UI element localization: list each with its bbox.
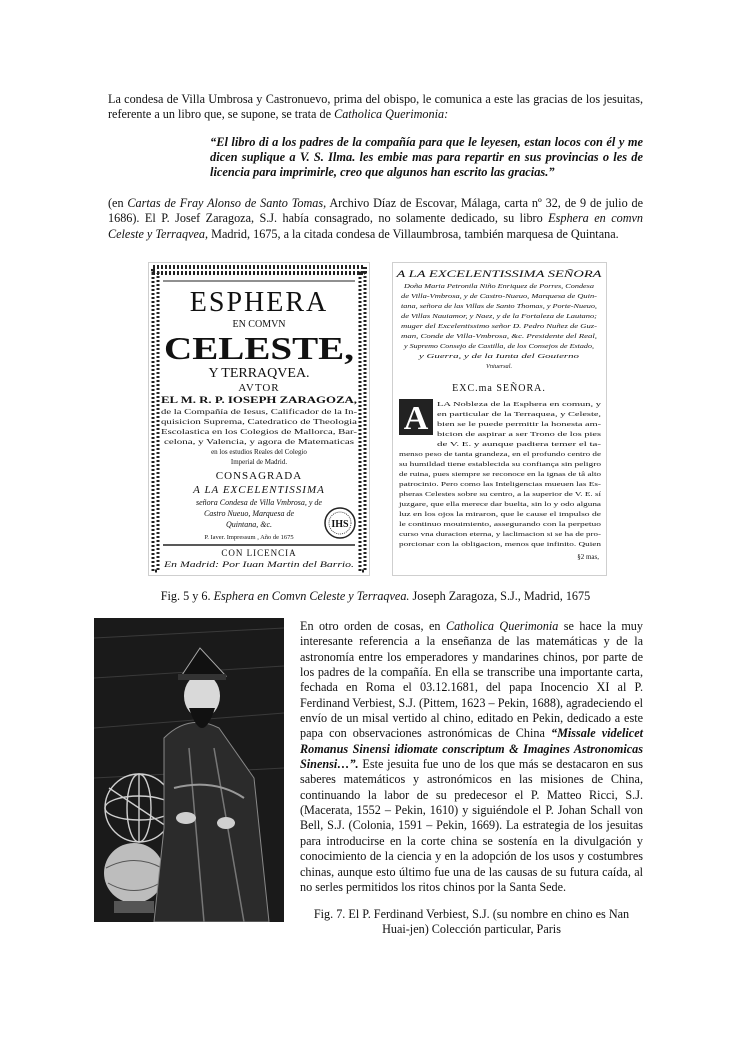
fig6-heading-line: y Supremo Consejo de Castilla, de los Consejos de Estado, bbox=[402, 343, 595, 350]
fig6-heading-line: de Villa-Vmbrosa, y de Castro-Nueuo, Marquesa de Quin- bbox=[401, 293, 597, 300]
fig6-heading-line: muger del Excelentissimo señor D. Pedro Nuñez de Guz- bbox=[401, 323, 597, 330]
body2-text-3: se hace la muy interesante referencia a la enseñanza de las matemáticas y de la astronomía entre los emperadores y mandarines chinos, por parte de los padres de la compañía. En ella se transcribe una importante carta, fechada en Roma el 03.12.1681, del papa Inocencio XI al P. Ferdinand Verbiest, S.J. (Pittem, 1623 – Pekin, 1688), agradeciendo el envío de un misal vertido al chino, editado en Pekin, dedicado a este papa con observaciones astronómicas de China bbox=[300, 619, 643, 741]
fig5-line: en los estudios Reales del Colegio bbox=[211, 448, 307, 456]
body2-missale-title: “Missale videlicet Romanus Sinensi idiomate conscriptum & Imagines Astronomicas Sinensi…”. bbox=[300, 726, 644, 772]
intro-text: La condesa de Villa Umbrosa y Castronuevo, prima del obispo, le comunica a este las gracias de los jesuitas, referente a un libro que, se supone, se trata de bbox=[108, 92, 643, 122]
citation-middle: Archivo Díaz de Escovar, Málaga, carta nº 32, de 9 de julio de 1686). El P. Josef Zaragoza, S.J. había consagrado, no solamente dedicado, su libro bbox=[108, 196, 644, 226]
fig6-body-line: juzgare, que ella merece dar buelta, sin lo y odo alguna bbox=[397, 501, 602, 508]
fig5-line: Escolastica en los Colegios de Mallorca, Bar- bbox=[161, 428, 359, 436]
figure-5-6-caption bbox=[108, 589, 643, 604]
fig6-body-line: bien se le puede permitir la honesta am- bbox=[437, 421, 601, 428]
fig5-line: quisicion Suprema, Catedratico de Theologia bbox=[161, 418, 359, 426]
fig5-line: Imperial de Madrid. bbox=[230, 458, 288, 466]
figure-7-caption: Fig. 7. El P. Ferdinand Verbiest, S.J. (su nombre en chino es Nan Huai-jen) Colección particular, Paris bbox=[313, 907, 630, 936]
citation-prefix: (en bbox=[108, 196, 128, 210]
fig6-body-line: pheras Celestes sobre su centro, a la superior de V. E. sí bbox=[399, 491, 602, 498]
citation-book-title: Esphera en comvn Celeste y Terraqvea, bbox=[108, 211, 643, 241]
fig5-line: Quintana, &c. bbox=[226, 520, 272, 529]
fig6-body-line: LA Nobleza de la Esphera en comun, y bbox=[437, 401, 603, 408]
fig6-initial: A bbox=[403, 400, 429, 437]
intro-paragraph bbox=[108, 92, 643, 123]
body2-text-1: En otro orden de cosas, en bbox=[300, 619, 446, 633]
body2-text-5: Este jesuita fue uno de los que más se destacaron en sus saberes matemáticos y astronómicos en las misiones de China, continuando la labor de su predecesor el P. Matteo Ricci, S.J. (Macerata, 1552 – Pekin, 1610) y siguiéndole el P. Johan Schall von Bell, S.J. (Colonia, 1591 – Pekin, 1669). La estrategia de los jesuitas para introducirse en la corte china se sostenía en la divulgación y conocimiento de la ciencia y en la adopción de los usos y costumbres chinas, aunque esto último fue una de las causas de su futura caída, al no serles permitidos los ritos chinos por la Santa Sede. bbox=[300, 757, 643, 894]
fig6-body-line: bicion de aspirar a ser Trono de los pies bbox=[437, 431, 602, 438]
caption-prefix: Fig. 5 y 6. bbox=[160, 589, 214, 603]
intro-book-title: Catholica Querimonia: bbox=[334, 107, 449, 122]
fig6-salutation: EXC.ma SEÑORA. bbox=[452, 383, 546, 394]
caption-suffix: Joseph Zaragoza, S.J., Madrid, 1675 bbox=[409, 589, 591, 603]
fig6-body-line: §2 mas, bbox=[577, 553, 599, 561]
fig5-line: EN COMVN bbox=[232, 319, 286, 330]
fig5-line: CON LICENCIA bbox=[221, 548, 297, 558]
fig6-body-line: porcionar con la obligacion, menos que infinito. Quien bbox=[399, 541, 603, 548]
fig5-line: P. Iaver. Impressum , Año de 1675 bbox=[204, 534, 294, 541]
fig6-heading-line: Vniuersal. bbox=[485, 363, 513, 370]
fig5-line: AVTOR bbox=[238, 382, 280, 394]
fig6-heading-line: tana, señora de las Villas de Santo Thomas, y Porte-Nueuo, bbox=[401, 303, 598, 310]
body2-book-title: Catholica Querimonia bbox=[445, 619, 559, 633]
fig6-body-line: de ruina, pues siempre se reconoce en la ignas de tâ alto bbox=[399, 471, 601, 478]
figure-6-dedication-page bbox=[392, 262, 607, 576]
fig6-heading-line: A LA EXCELENTISSIMA SEÑORA bbox=[394, 269, 603, 279]
fig5-line: En Madrid: Por Iuan Martin del Barrio. bbox=[162, 559, 354, 569]
fig6-body-line: patrocinio. Pero como las Inteligencias mueuen las Es- bbox=[399, 481, 601, 488]
fig5-line: CONSAGRADA bbox=[215, 470, 303, 482]
fig5-line: de la Compañía de Iesus, Calificador de la In- bbox=[161, 408, 359, 416]
fig6-body-line: en particular de la Terraquea, y Celeste, bbox=[437, 411, 602, 418]
figure-7-verbiest-portrait bbox=[94, 618, 284, 922]
caption-book-title: Esphera en Comvn Celeste y Terraqvea. bbox=[213, 589, 410, 603]
fig6-heading-line: Doña Maria Petronila Niño Enriquez de Porres, Condesa bbox=[402, 283, 594, 290]
fig5-line: CELESTE, bbox=[164, 330, 354, 366]
ihs-seal-icon bbox=[325, 508, 355, 538]
fig6-body-line: de V. E. y aunque padiera temer el ta- bbox=[437, 441, 601, 448]
citation-source-title: Cartas de Fray Alonso de Santo Tomas, bbox=[127, 196, 327, 210]
block-quote: “El libro di a los padres de la compañía para que le leyesen, estan locos con él y me dicen suplique a V. S. Ilma. les embie mas para repartir en sus provincias o les de licencia para imprimirle, creo que algunos han escrito las gracias.” bbox=[210, 135, 643, 180]
fig5-line: ESPHERA bbox=[189, 287, 329, 318]
fig5-line: celona, y Valencia, y agora de Matematicas bbox=[164, 438, 355, 446]
fig6-heading-line: y Guerra, y de la Iunta del Gouierno bbox=[417, 353, 579, 360]
fig6-heading-line: man, Conde de Villa-Vmbrosa, &c. Presidente del Real, bbox=[401, 333, 598, 340]
citation-paragraph bbox=[108, 196, 643, 242]
citation-suffix: Madrid, 1675, a la citada condesa de Villaumbrosa, también marquesa de Quintana. bbox=[208, 226, 619, 241]
fig6-body-line: su humildad tiene establecida su confiança sin peligro bbox=[399, 461, 601, 468]
fig6-heading-line: de Villas Nauiamor, y Naez, y de la Fortaleza de Lautano; bbox=[401, 313, 597, 320]
fig6-body-line: curso vna duracion eterna, y laclimacion si se ha de pro- bbox=[399, 531, 601, 538]
fig5-line: EL M. R. P. IOSEPH ZARAGOZA, bbox=[161, 396, 358, 406]
svg-text:IHS: IHS bbox=[331, 519, 349, 530]
verbiest-paragraph bbox=[300, 619, 643, 895]
fig6-body-line: le continuo mouimiento, assegurando con la perpetuo bbox=[399, 521, 601, 528]
fig5-line: Castro Nueuo, Marquesa de bbox=[203, 509, 295, 518]
fig5-line: Y TERRAQVEA. bbox=[208, 366, 310, 381]
fig5-line: A LA EXCELENTISSIMA bbox=[193, 484, 325, 496]
fig6-body-line: menso peso de tanta grandeza, en el profundo centro de bbox=[399, 451, 602, 458]
fig5-line: señora Condesa de Villa Vmbrosa, y de bbox=[196, 498, 322, 507]
fig6-body-line: luz en los ojos la miraron, que le cause el impulso de bbox=[399, 511, 602, 518]
figure-5-title-page bbox=[148, 262, 370, 576]
